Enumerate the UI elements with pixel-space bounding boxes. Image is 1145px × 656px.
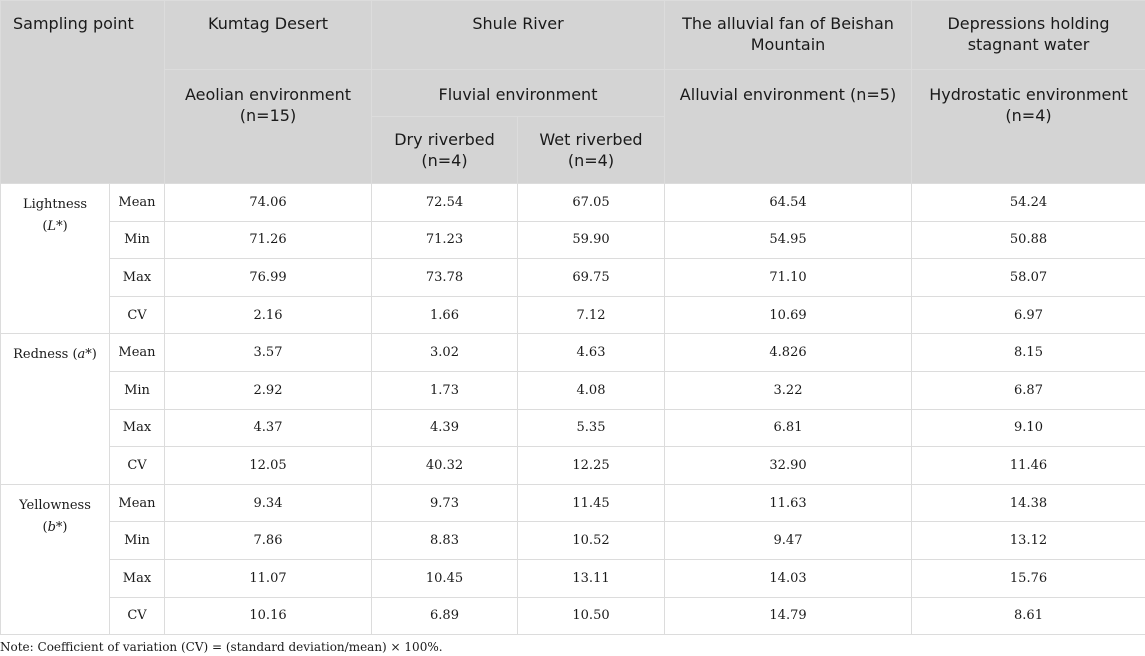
table-row	[1, 484, 1145, 522]
table-cell: 11.45	[518, 484, 665, 522]
table-cell: 14.79	[665, 597, 912, 635]
table-cell: 4.826	[665, 334, 912, 372]
table-cell: 11.46	[912, 447, 1145, 485]
table-cell: 1.66	[372, 296, 518, 334]
header-sub-dry: Dry riverbed (n=4)	[372, 117, 518, 184]
table-cell: 3.22	[665, 371, 912, 409]
table-row	[1, 221, 1145, 259]
table-cell: 4.37	[165, 409, 372, 447]
table-cell: 9.10	[912, 409, 1145, 447]
table-cell: 69.75	[518, 259, 665, 297]
table-cell: 4.08	[518, 371, 665, 409]
table-body	[1, 184, 1145, 635]
table-cell: 54.24	[912, 184, 1145, 222]
table-cell: 71.10	[665, 259, 912, 297]
table-cell: 11.63	[665, 484, 912, 522]
stat-label: CV	[110, 447, 165, 485]
table-cell: 10.16	[165, 597, 372, 635]
table-cell: 12.25	[518, 447, 665, 485]
table-cell: 7.86	[165, 522, 372, 560]
table-cell: 73.78	[372, 259, 518, 297]
table-cell: 71.26	[165, 221, 372, 259]
stat-label: Mean	[110, 484, 165, 522]
table-row	[1, 371, 1145, 409]
table-row	[1, 259, 1145, 297]
table-cell: 54.95	[665, 221, 912, 259]
table-cell: 74.06	[165, 184, 372, 222]
header-env-aeolian: Aeolian environment (n=15)	[165, 70, 372, 184]
table-cell: 3.57	[165, 334, 372, 372]
table-cell: 7.12	[518, 296, 665, 334]
stat-label: CV	[110, 597, 165, 635]
stat-label: Mean	[110, 184, 165, 222]
table-cell: 11.07	[165, 559, 372, 597]
stat-label: CV	[110, 296, 165, 334]
table-cell: 9.73	[372, 484, 518, 522]
table-note: Note: Coefficient of variation (CV) = (standard deviation/mean) × 100%.	[0, 640, 443, 654]
table-cell: 9.47	[665, 522, 912, 560]
table-row	[1, 597, 1145, 635]
table-cell: 64.54	[665, 184, 912, 222]
table-cell: 10.52	[518, 522, 665, 560]
table-cell: 14.38	[912, 484, 1145, 522]
parameter-label: Lightness (L*)	[1, 184, 110, 334]
table-cell: 13.11	[518, 559, 665, 597]
stat-label: Max	[110, 259, 165, 297]
header-location-beishan: The alluvial fan of Beishan Mountain	[665, 1, 912, 70]
header-location-kumtag: Kumtag Desert	[165, 1, 372, 70]
table-cell: 12.05	[165, 447, 372, 485]
stat-label: Min	[110, 371, 165, 409]
stat-label: Min	[110, 522, 165, 560]
header-sampling-point: Sampling point	[1, 1, 165, 184]
header-sub-wet: Wet riverbed (n=4)	[518, 117, 665, 184]
table-row	[1, 447, 1145, 485]
table-cell: 71.23	[372, 221, 518, 259]
table-cell: 13.12	[912, 522, 1145, 560]
table-cell: 4.63	[518, 334, 665, 372]
table-cell: 2.16	[165, 296, 372, 334]
table-cell: 4.39	[372, 409, 518, 447]
table-cell: 6.97	[912, 296, 1145, 334]
table-cell: 10.50	[518, 597, 665, 635]
table-cell: 5.35	[518, 409, 665, 447]
table-cell: 6.81	[665, 409, 912, 447]
header-env-fluvial: Fluvial environment	[372, 70, 665, 117]
table-cell: 10.69	[665, 296, 912, 334]
table-cell: 6.89	[372, 597, 518, 635]
table-row	[1, 184, 1145, 222]
table-cell: 15.76	[912, 559, 1145, 597]
table-row	[1, 334, 1145, 372]
header-location-shule: Shule River	[372, 1, 665, 70]
table-cell: 1.73	[372, 371, 518, 409]
header-location-depressions: Depressions holding stagnant water	[912, 1, 1145, 70]
table-cell: 40.32	[372, 447, 518, 485]
stat-label: Max	[110, 409, 165, 447]
table-cell: 67.05	[518, 184, 665, 222]
header-env-hydrostatic: Hydrostatic environment (n=4)	[912, 70, 1145, 184]
table-cell: 58.07	[912, 259, 1145, 297]
stat-label: Max	[110, 559, 165, 597]
table-cell: 8.61	[912, 597, 1145, 635]
table-cell: 8.83	[372, 522, 518, 560]
table-row	[1, 522, 1145, 560]
table-cell: 14.03	[665, 559, 912, 597]
table-cell: 2.92	[165, 371, 372, 409]
parameter-label: Yellowness (b*)	[1, 484, 110, 634]
stat-label: Mean	[110, 334, 165, 372]
table-row	[1, 296, 1145, 334]
table-cell: 72.54	[372, 184, 518, 222]
stat-label: Min	[110, 221, 165, 259]
table-row	[1, 559, 1145, 597]
table-cell: 59.90	[518, 221, 665, 259]
table-cell: 3.02	[372, 334, 518, 372]
table-cell: 8.15	[912, 334, 1145, 372]
table-cell: 50.88	[912, 221, 1145, 259]
table-cell: 10.45	[372, 559, 518, 597]
table-cell: 32.90	[665, 447, 912, 485]
table-cell: 6.87	[912, 371, 1145, 409]
table-row	[1, 409, 1145, 447]
parameter-label: Redness (a*)	[1, 334, 110, 484]
header-env-alluvial: Alluvial environment (n=5)	[665, 70, 912, 184]
table-cell: 76.99	[165, 259, 372, 297]
table-cell: 9.34	[165, 484, 372, 522]
